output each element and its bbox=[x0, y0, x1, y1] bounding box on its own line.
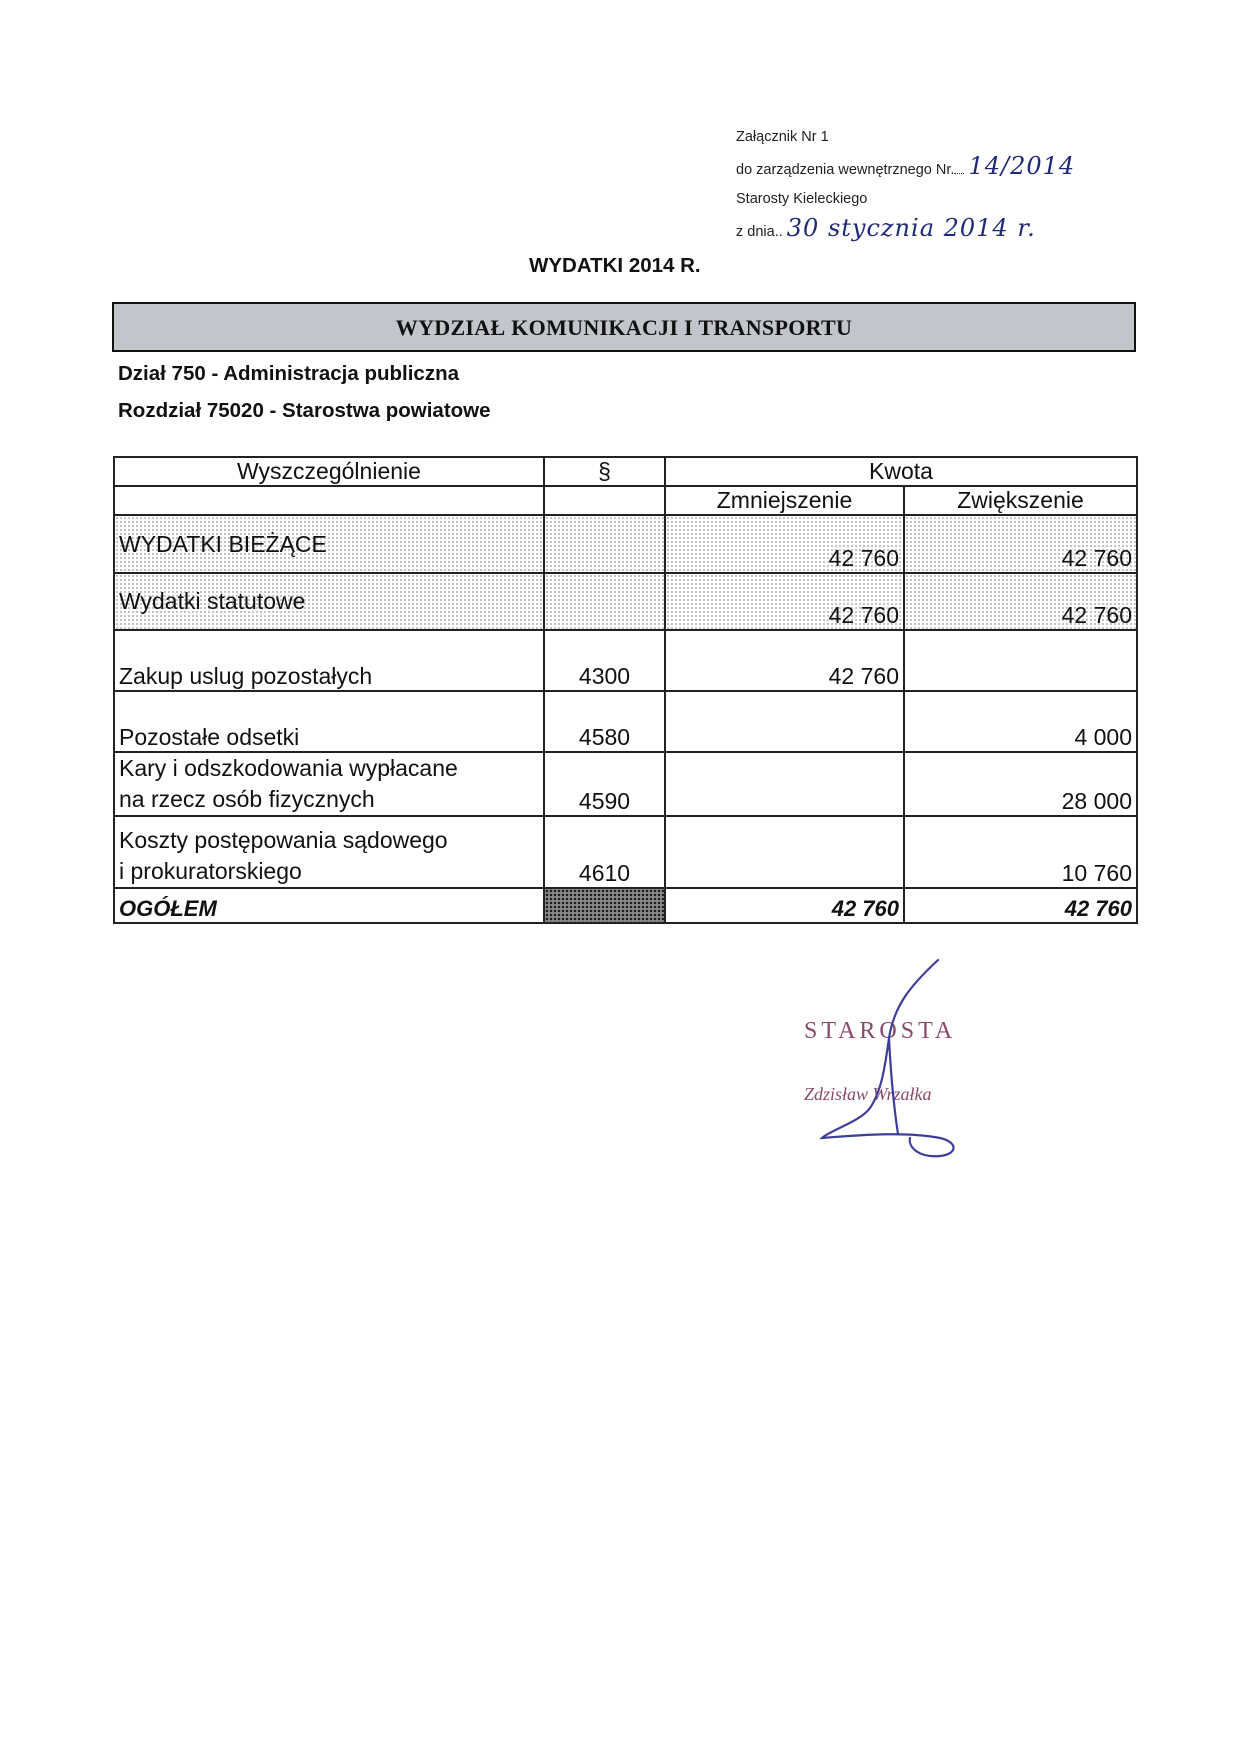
attachment-note bbox=[736, 123, 1075, 247]
row-increase: 42 760 bbox=[904, 515, 1137, 573]
table-row bbox=[114, 816, 1137, 888]
chapter-heading: Rozdział 75020 - Starostwa powiatowe bbox=[118, 399, 491, 422]
total-paragraph-hatched bbox=[544, 888, 665, 923]
row-increase bbox=[904, 630, 1137, 691]
table-row bbox=[114, 691, 1137, 752]
section-heading: Dział 750 - Administracja publiczna bbox=[118, 362, 460, 385]
row-increase: 42 760 bbox=[904, 573, 1137, 630]
table-row bbox=[114, 630, 1137, 691]
ordinance-label: do zarządzenia wewnętrznego Nr. bbox=[736, 162, 955, 178]
stamp-title: STAROSTA bbox=[804, 1018, 957, 1044]
table-subheader-row bbox=[114, 486, 1137, 515]
total-increase: 42 760 bbox=[904, 888, 1137, 923]
row-decrease: 42 760 bbox=[665, 515, 904, 573]
total-label: OGÓŁEM bbox=[114, 888, 544, 923]
starosta-stamp-signature bbox=[790, 958, 1030, 1158]
issuer-label: Starosty Kieleckiego bbox=[736, 191, 868, 207]
row-decrease bbox=[665, 691, 904, 752]
table-total-row bbox=[114, 888, 1137, 923]
row-increase: 28 000 bbox=[904, 752, 1137, 816]
department-banner: WYDZIAŁ KOMUNIKACJI I TRANSPORTU bbox=[112, 302, 1136, 352]
row-paragraph: 4590 bbox=[544, 752, 665, 816]
row-paragraph bbox=[544, 515, 665, 573]
row-decrease: 42 760 bbox=[665, 573, 904, 630]
row-description-line: Kary i odszkodowania wypłacane bbox=[119, 755, 458, 781]
table-row bbox=[114, 752, 1137, 816]
subheader-empty bbox=[544, 486, 665, 515]
ordinance-number-line bbox=[736, 152, 1075, 185]
row-description-line: na rzecz osób fizycznych bbox=[119, 786, 375, 812]
row-description-line: Koszty postępowania sądowego bbox=[119, 827, 448, 853]
date-label: z dnia.. bbox=[736, 224, 783, 240]
row-description bbox=[114, 816, 544, 888]
row-description: Wydatki statutowe bbox=[114, 573, 544, 630]
stamp-name: Zdzisław Wrzałka bbox=[804, 1084, 932, 1104]
expenditure-table bbox=[113, 456, 1138, 924]
row-paragraph: 4580 bbox=[544, 691, 665, 752]
header-description: Wyszczególnienie bbox=[114, 457, 544, 486]
table-row bbox=[114, 515, 1137, 573]
header-amount: Kwota bbox=[665, 457, 1137, 486]
attachment-label: Załącznik Nr 1 bbox=[736, 129, 829, 145]
ordinance-number-handwritten: 14/2014 bbox=[968, 152, 1076, 180]
header-paragraph: § bbox=[544, 457, 665, 486]
signature-stroke bbox=[822, 960, 954, 1156]
row-description bbox=[114, 752, 544, 816]
row-increase: 10 760 bbox=[904, 816, 1137, 888]
row-increase: 4 000 bbox=[904, 691, 1137, 752]
page-title: WYDATKI 2014 R. bbox=[529, 254, 701, 277]
row-decrease: 42 760 bbox=[665, 630, 904, 691]
row-paragraph: 4300 bbox=[544, 630, 665, 691]
row-paragraph bbox=[544, 573, 665, 630]
row-paragraph: 4610 bbox=[544, 816, 665, 888]
header-decrease: Zmniejszenie bbox=[665, 486, 904, 515]
row-description: Zakup uslug pozostałych bbox=[114, 630, 544, 691]
header-increase: Zwiększenie bbox=[904, 486, 1137, 515]
row-decrease bbox=[665, 816, 904, 888]
date-handwritten: 30 stycznia 2014 r. bbox=[786, 214, 1036, 242]
subheader-empty bbox=[114, 486, 544, 515]
row-description-line: i prokuratorskiego bbox=[119, 858, 302, 884]
row-description: WYDATKI BIEŻĄCE bbox=[114, 515, 544, 573]
total-decrease: 42 760 bbox=[665, 888, 904, 923]
row-decrease bbox=[665, 752, 904, 816]
table-header-row bbox=[114, 457, 1137, 486]
table-row bbox=[114, 573, 1137, 630]
row-description: Pozostałe odsetki bbox=[114, 691, 544, 752]
date-line bbox=[736, 214, 1075, 247]
